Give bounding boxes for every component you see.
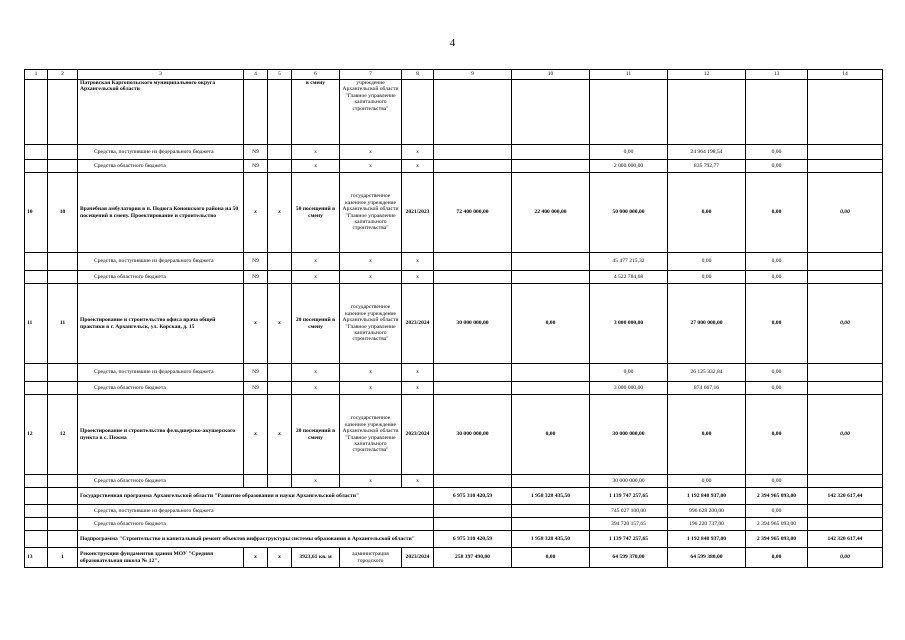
- value: 0,00: [512, 395, 590, 475]
- header-cell: 7: [340, 70, 402, 80]
- object-name: Реконструкция фундаментов здания МОУ "Средняя образовательная школа № 12",: [78, 548, 244, 568]
- table-row: [25, 488, 883, 505]
- value: 24 964 198,54: [668, 145, 746, 160]
- x-mark: х: [292, 382, 340, 395]
- code: N9: [244, 364, 268, 382]
- subprogram-name: Подпрограмма "Строительство и капитальный ремонт объектов инфраструктуры системы образования в Архангельской области": [78, 531, 434, 548]
- capacity: 20 посещений в смену: [292, 284, 340, 364]
- header-cell: 5: [268, 70, 292, 80]
- x-mark: х: [268, 548, 292, 568]
- x-mark: х: [244, 173, 268, 253]
- x-mark: х: [292, 160, 340, 173]
- row-number: 12: [25, 395, 48, 475]
- value: 3 000 000,00: [590, 284, 668, 364]
- header-cell: 2: [48, 70, 78, 80]
- header-cell: 8: [402, 70, 434, 80]
- years: 2021/2023: [402, 173, 434, 253]
- capacity: 20 посещений в смену: [292, 395, 340, 475]
- value: 0,00: [746, 548, 808, 568]
- x-mark: х: [340, 271, 402, 284]
- row-number: 10: [25, 173, 48, 253]
- header-cell: 11: [590, 70, 668, 80]
- value: 1 192 848 937,00: [668, 488, 746, 505]
- value: 0,00: [746, 173, 808, 253]
- x-mark: х: [340, 364, 402, 382]
- x-mark: х: [340, 160, 402, 173]
- value: 196 220 737,00: [668, 518, 746, 531]
- value: 0,00: [746, 271, 808, 284]
- x-mark: х: [268, 173, 292, 253]
- header-cell: 4: [244, 70, 268, 80]
- header-cell: 6: [292, 70, 340, 80]
- value: 1 139 747 257,65: [590, 531, 668, 548]
- value: 3 000 000,00: [590, 382, 668, 395]
- x-mark: х: [292, 364, 340, 382]
- x-mark: х: [340, 382, 402, 395]
- organization: учреждение Архангельской области "Главное управление капитального строительства": [340, 80, 402, 145]
- value: 0,00: [512, 284, 590, 364]
- x-mark: х: [402, 271, 434, 284]
- value: 45 477 215,32: [590, 253, 668, 271]
- value: 874 667,16: [668, 382, 746, 395]
- value: 0,00: [746, 364, 808, 382]
- value: 64 599 370,00: [590, 548, 668, 568]
- table-row: [25, 284, 883, 364]
- value: 64 599 380,00: [668, 548, 746, 568]
- header-cell: 3: [78, 70, 244, 80]
- value: 6 975 310 420,59: [434, 531, 512, 548]
- value: 1 139 747 257,65: [590, 488, 668, 505]
- table-row: [25, 475, 883, 488]
- value: 2 394 965 093,00: [746, 488, 808, 505]
- header-cell: 14: [808, 70, 883, 80]
- organization: государственное казенное учреждение Архангельской области "Главное управление капитального строительства": [340, 173, 402, 253]
- value: 2 394 965 093,00: [746, 531, 808, 548]
- value: 30 000 000,00: [590, 475, 668, 488]
- value: 22 400 000,00: [512, 173, 590, 253]
- x-mark: х: [292, 253, 340, 271]
- value: 996 628 200,00: [668, 505, 746, 518]
- object-name: Патровская Каргопольского муниципального округа Архангельской области: [78, 80, 244, 145]
- header-row: [25, 70, 883, 80]
- x-mark: х: [340, 145, 402, 160]
- value: 745 027 100,00: [590, 505, 668, 518]
- table-row: [25, 395, 883, 475]
- object-name: Проектирование и строительство фельдшерско-акушерского пункта в с. Пежма: [78, 395, 244, 475]
- funding-label: Средства, поступившие из федерального бюджета: [78, 253, 244, 271]
- value: 0,00: [668, 475, 746, 488]
- value: 1 958 328 435,50: [512, 488, 590, 505]
- value: 0,00: [746, 382, 808, 395]
- x-mark: х: [292, 475, 340, 488]
- value: 0,00: [808, 395, 883, 475]
- x-mark: х: [244, 548, 268, 568]
- value: 0,00: [746, 284, 808, 364]
- x-mark: х: [402, 253, 434, 271]
- program-name: Государственная программа Архангельской области "Развитие образования и науки Архангельской области": [78, 488, 434, 505]
- x-mark: х: [268, 395, 292, 475]
- row-number: 11: [48, 284, 78, 364]
- object-name: Врачебная амбулатория в п. Подюга Коношского района на 50 посещений в смену. Проектирование и строительство: [78, 173, 244, 253]
- value: 30 000 000,00: [434, 284, 512, 364]
- x-mark: х: [292, 271, 340, 284]
- row-number: 13: [25, 548, 48, 568]
- value: 0,00: [590, 145, 668, 160]
- header-cell: 9: [434, 70, 512, 80]
- organization: администрация городского: [340, 548, 402, 568]
- table-row: [25, 173, 883, 253]
- row-number: 10: [48, 173, 78, 253]
- code: N9: [244, 271, 268, 284]
- years: 2023/2024: [402, 284, 434, 364]
- code: N9: [244, 382, 268, 395]
- funding-label: Средства областного бюджета: [78, 160, 244, 173]
- value: 2 000 000,00: [590, 160, 668, 173]
- value: 0,00: [746, 395, 808, 475]
- x-mark: х: [292, 145, 340, 160]
- capacity: 50 посещений в смену: [292, 173, 340, 253]
- capacity: в смену: [292, 80, 340, 145]
- value: 0,00: [668, 395, 746, 475]
- funding-label: Средства, поступившие из федерального бюджета: [78, 364, 244, 382]
- value: 142 320 617,44: [808, 531, 883, 548]
- value: 0,00: [746, 505, 808, 518]
- years: 2023/2024: [402, 548, 434, 568]
- x-mark: х: [402, 382, 434, 395]
- value: 0,00: [512, 548, 590, 568]
- value: 835 792,77: [668, 160, 746, 173]
- table-row: [25, 531, 883, 548]
- table-row: [25, 505, 883, 518]
- funding-label: Средства областного бюджета: [78, 382, 244, 395]
- table-row: [25, 382, 883, 395]
- value: 50 000 000,00: [590, 173, 668, 253]
- funding-label: Средства областного бюджета: [78, 475, 244, 488]
- value: 2 394 965 093,00: [746, 518, 808, 531]
- value: 0,00: [746, 145, 808, 160]
- value: 1 958 328 435,50: [512, 531, 590, 548]
- x-mark: х: [340, 253, 402, 271]
- table-row: [25, 271, 883, 284]
- value: 30 000 000,00: [434, 395, 512, 475]
- table-row: [25, 548, 883, 568]
- value: 0,00: [590, 364, 668, 382]
- value: 72 400 000,00: [434, 173, 512, 253]
- value: 0,00: [746, 475, 808, 488]
- value: 0,00: [808, 173, 883, 253]
- years: 2023/2024: [402, 395, 434, 475]
- value: 142 320 617,44: [808, 488, 883, 505]
- value: 0,00: [808, 548, 883, 568]
- value: 0,00: [746, 253, 808, 271]
- code: N9: [244, 160, 268, 173]
- funding-label: Средства областного бюджета: [78, 271, 244, 284]
- value: 0,00: [668, 271, 746, 284]
- organization: государственное казенное учреждение Архангельской области "Главное управление капитального строительства": [340, 395, 402, 475]
- value: 0,00: [668, 173, 746, 253]
- value: 4 522 784,68: [590, 271, 668, 284]
- code: N9: [244, 253, 268, 271]
- page-number: 4: [449, 37, 456, 49]
- value: 30 000 000,00: [590, 395, 668, 475]
- organization: государственное казенное учреждение Архангельской области "Главное управление капитального строительства": [340, 284, 402, 364]
- capacity: 3923,61 кв. м: [292, 548, 340, 568]
- value: 6 975 310 420,59: [434, 488, 512, 505]
- x-mark: х: [402, 145, 434, 160]
- table-row: [25, 145, 883, 160]
- table-row: [25, 364, 883, 382]
- value: 258 397 490,00: [434, 548, 512, 568]
- x-mark: х: [340, 475, 402, 488]
- value: 27 000 000,00: [668, 284, 746, 364]
- table-row: [25, 160, 883, 173]
- row-number: 1: [48, 548, 78, 568]
- row-number: 12: [48, 395, 78, 475]
- x-mark: х: [402, 475, 434, 488]
- value: 0,00: [808, 284, 883, 364]
- table-row: [25, 253, 883, 271]
- row-number: 11: [25, 284, 48, 364]
- header-cell: 1: [25, 70, 48, 80]
- x-mark: х: [244, 284, 268, 364]
- x-mark: х: [402, 160, 434, 173]
- header-cell: 12: [668, 70, 746, 80]
- header-cell: 10: [512, 70, 590, 80]
- value: 0,00: [668, 253, 746, 271]
- x-mark: х: [268, 284, 292, 364]
- funding-label: Средства, поступившие из федерального бюджета: [78, 145, 244, 160]
- funding-label: Средства областного бюджета: [78, 518, 434, 531]
- code: N9: [244, 145, 268, 160]
- table-row: [25, 80, 883, 145]
- funding-label: Средства, поступившие из федерального бюджета: [78, 505, 434, 518]
- table-row: [25, 518, 883, 531]
- value: 26 125 332,84: [668, 364, 746, 382]
- value: 394 720 157,65: [590, 518, 668, 531]
- x-mark: х: [402, 364, 434, 382]
- value: 1 192 848 937,00: [668, 531, 746, 548]
- object-name: Проектирование и строительство офиса врача общей практики в г. Архангельск, ул. Корская, д. 15: [78, 284, 244, 364]
- value: 0,00: [746, 160, 808, 173]
- budget-table: [24, 69, 883, 568]
- header-cell: 13: [746, 70, 808, 80]
- x-mark: х: [244, 395, 268, 475]
